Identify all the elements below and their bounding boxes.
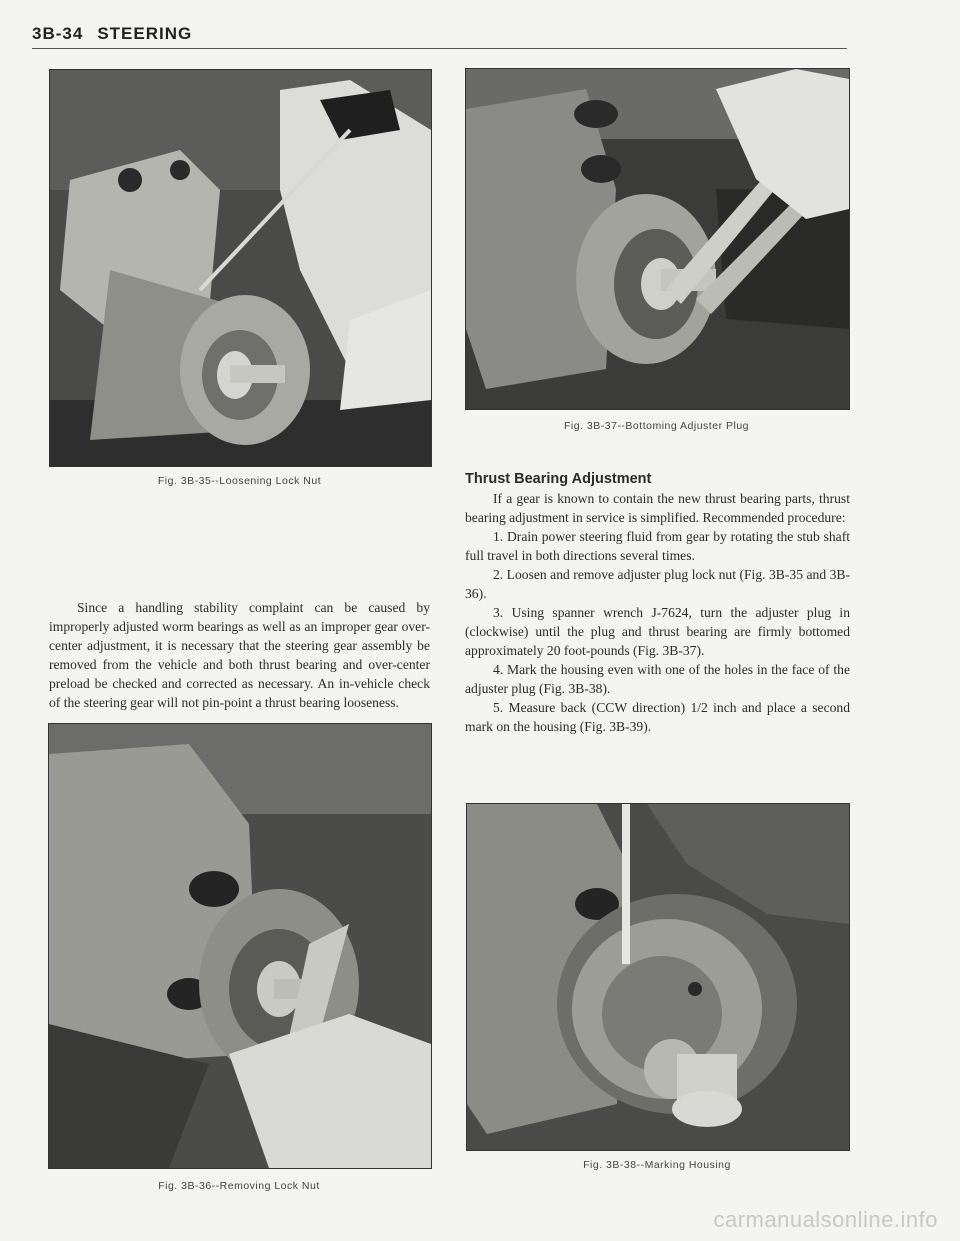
figure-caption: Fig. 3B-36--Removing Lock Nut [158,1180,320,1192]
procedure-step: 2. Loosen and remove adjuster plug lock nut (Fig. 3B-35 and 3B-36). [465,567,850,601]
intro-text: If a gear is known to contain the new thrust bearing parts, thrust bearing adjustment in service is simplified. Recommended procedure: [465,491,850,525]
section-heading: Thrust Bearing Adjustment [465,471,652,487]
figure-caption: Fig. 3B-37--Bottoming Adjuster Plug [564,420,749,432]
body-paragraph [49,598,430,712]
page-header [32,24,192,44]
figure-removing-lock-nut-photo [48,723,432,1169]
procedure-step: 4. Mark the housing even with one of the holes in the face of the adjuster plug (Fig. 3B-38). [465,662,850,696]
procedure-step: 5. Measure back (CCW direction) 1/2 inch and place a second mark on the housing (Fig. 3B-39). [465,700,850,734]
watermark: carmanualsonline.info [713,1207,938,1232]
section-title: STEERING [97,24,193,43]
page-number: 3B-34 [32,24,84,43]
procedure-step: 3. Using spanner wrench J-7624, turn the adjuster plug in (clockwise) until the plug and thrust bearing are firmly bottomed approximately 20 foot-pounds (Fig. 3B-37). [465,605,850,658]
figure-loosening-lock-nut-photo [49,69,432,467]
header-rule [32,48,847,49]
figure-caption: Fig. 3B-38--Marking Housing [583,1159,731,1171]
figure-bottoming-adjuster-plug-photo [465,68,850,410]
body-text: Since a handling stability complaint can be caused by improperly adjusted worm bearings as well as an improper gear over-center adjustment, it is necessary that the steering gear assembly be removed from the vehicle and both thrust bearing and over-center preload be checked and corrected as necessary. An in-vehicle check of the steering gear will not pin-point a thrust bearing looseness. [49,600,430,710]
thrust-bearing-section [465,470,850,736]
figure-caption: Fig. 3B-35--Loosening Lock Nut [157,475,322,487]
procedure-step: 1. Drain power steering fluid from gear by rotating the stub shaft full travel in both directions several times. [465,529,850,563]
figure-marking-housing-photo [466,803,850,1151]
